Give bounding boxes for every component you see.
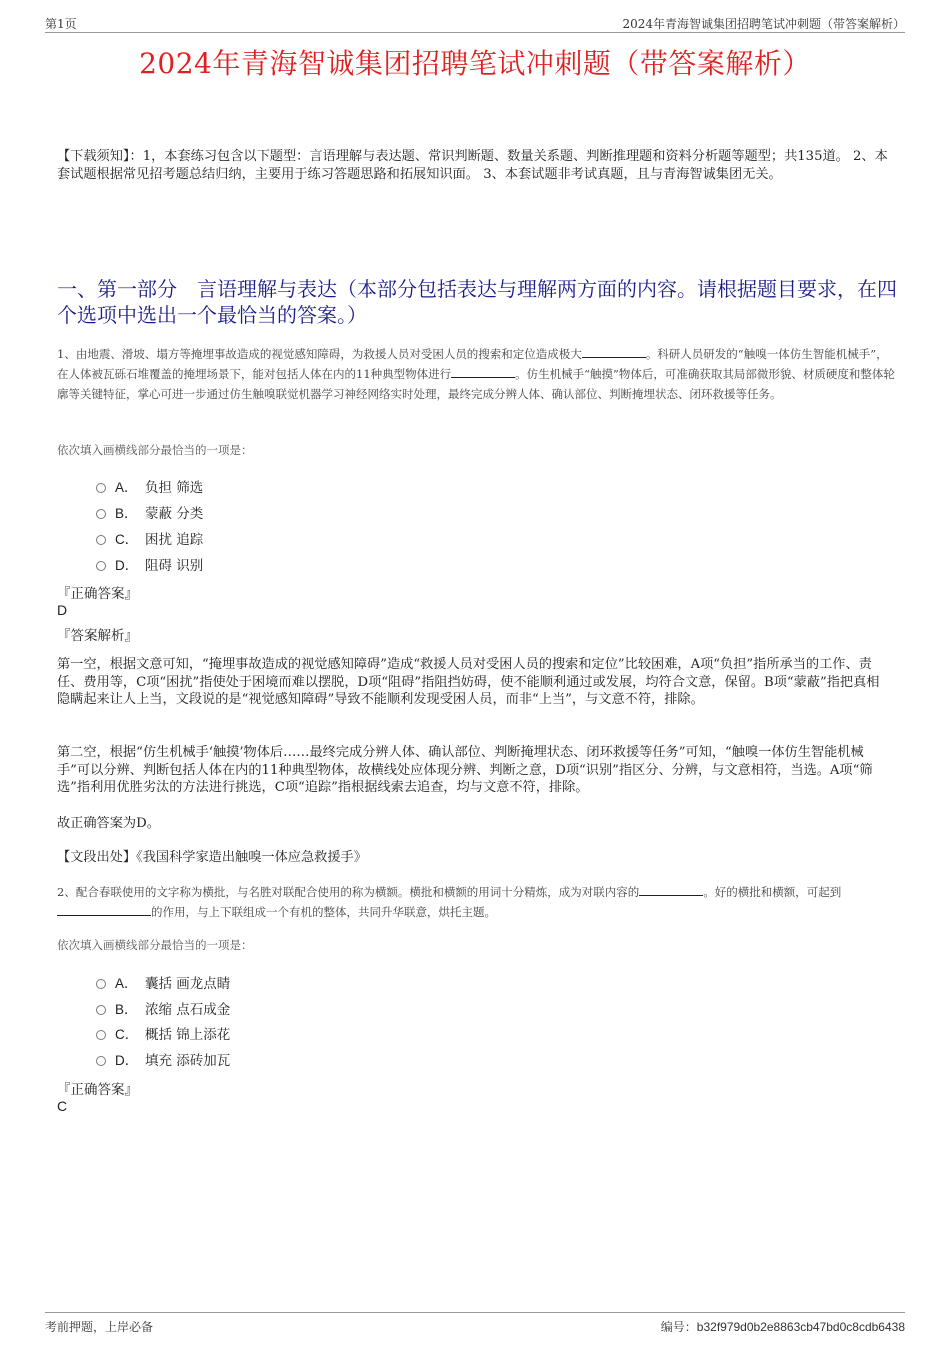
radio-icon[interactable] xyxy=(96,509,106,519)
page-footer xyxy=(45,1312,905,1337)
question-1-prompt: 依次填入画横线部分最恰当的一项是： xyxy=(57,443,253,457)
question-2-option-a[interactable]: A． 囊括 画龙点睛 xyxy=(96,972,230,992)
fill-blank xyxy=(451,365,515,378)
question-1-analysis-label: 『答案解析』 xyxy=(57,628,138,644)
question-2-option-d[interactable]: D． 填充 添砖加瓦 xyxy=(96,1049,230,1069)
download-notice: 【下载须知】：1，本套练习包含以下题型：言语理解与表达题、常识判断题、数量关系题、判断推理题和资料分析题等题型；共135道。 2、本套试题根据常见招考题总结归纳，主要用于练习答题思路和拓展知识面。 3、本套试题非考试真题，且与青海智诚集团无关。 xyxy=(57,149,888,182)
question-1-answer-label: 『正确答案』 xyxy=(57,586,138,602)
question-1-option-d[interactable]: D． 阻碍 识别 xyxy=(96,554,203,574)
question-2-option-c[interactable]: C． 概括 锦上添花 xyxy=(96,1023,230,1043)
question-2-answer: C xyxy=(57,1098,68,1114)
question-1-stem: 1、由地震、滑坡、塌方等掩埋事故造成的视觉感知障碍，为救援人员对受困人员的搜索和定位造成极大 。科研人员研发的“触嗅一体仿生智能机械手”，在人体被瓦砾石堆覆盖的掩埋场景下，能对包括人体在内的11种典型物体进行 。仿生机械手“触摸”物体后，可准确获取其局部微形貌、材质硬度和整体轮廓等关键特征，掌心可进一步通过仿生触嗅联觉机器学习神经网络实时处理，最终完成分辨人体、确认部位、判断掩埋状态、闭环救援等任务。 xyxy=(57,347,895,401)
footer-slogan: 考前押题，上岸必备 xyxy=(45,1320,154,1334)
page-title: 2024年青海智诚集团招聘笔试冲刺题（带答案解析） xyxy=(139,47,811,80)
radio-icon[interactable] xyxy=(96,979,106,989)
question-1-source: 【文段出处】《我国科学家造出触嗅一体应急救援手》 xyxy=(57,850,367,865)
footer-serial: 编号：b32f979d0b2e8863cb47bd0c8cdb6438 xyxy=(660,1320,905,1334)
header-doc-title: 2024年青海智诚集团招聘笔试冲刺题（带答案解析） xyxy=(622,17,905,31)
radio-icon[interactable] xyxy=(96,1030,106,1040)
question-2-prompt: 依次填入画横线部分最恰当的一项是： xyxy=(57,938,253,952)
question-2-stem: 2、配合春联使用的文字称为横批，与名胜对联配合使用的称为横额。横批和横额的用词十分精炼，成为对联内容的 。好的横批和横额，可起到的作用，与上下联组成一个有机的整体，共同升华联意，烘托主题。 xyxy=(57,885,842,919)
page-header xyxy=(45,12,905,33)
radio-icon[interactable] xyxy=(96,1005,106,1015)
question-1-analysis-p2: 第二空，根据“仿生机械手‘触摸’物体后……最终完成分辨人体、确认部位、判断掩埋状态、闭环救援等任务”可知，“触嗅一体仿生智能机械手”可以分辨、判断包括人体在内的11种典型物体，故横线处应体现分辨、判断之意，D项“识别”指区分、分辨，与文意相符，当选。A项“筛选”指利用优胜劣汰的方法进行挑选，C项“追踪”指根据线索去追查，均与文意不符，排除。 xyxy=(57,745,873,795)
radio-icon[interactable] xyxy=(96,535,106,545)
section-title: 一、第一部分 言语理解与表达（本部分包括表达与理解两方面的内容。请根据题目要求，在四个选项中选出一个最恰当的答案。） xyxy=(57,277,897,327)
question-1-analysis-conclusion: 故正确答案为D。 xyxy=(57,816,160,831)
fill-blank xyxy=(582,345,646,358)
fill-blank xyxy=(57,903,151,916)
page-number: 第1页 xyxy=(45,17,77,31)
fill-blank xyxy=(639,883,703,896)
question-1-option-b[interactable]: B． 蒙蔽 分类 xyxy=(96,502,203,522)
radio-icon[interactable] xyxy=(96,483,106,493)
question-1-answer: D xyxy=(57,602,68,618)
question-1-analysis-p1: 第一空，根据文意可知，“掩埋事故造成的视觉感知障碍”造成“救援人员对受困人员的搜索和定位”比较困难，A项“负担”指所承当的工作、责任、费用等，C项“困扰”指使处于困境而难以摆脱，D项“阻碍”指阻挡妨碍，使不能顺利通过或发展，均符合文意，保留。B项“蒙蔽”指把真相隐瞒起来让人上当，文段说的是“视觉感知障碍”导致不能顺利发现受困人员，而非“上当”，与文意不符，排除。 xyxy=(57,657,880,707)
question-2-option-b[interactable]: B． 浓缩 点石成金 xyxy=(96,998,230,1018)
question-2-answer-label: 『正确答案』 xyxy=(57,1082,138,1098)
radio-icon[interactable] xyxy=(96,1056,106,1066)
radio-icon[interactable] xyxy=(96,561,106,571)
question-1-option-a[interactable]: A． 负担 筛选 xyxy=(96,476,203,496)
question-1-option-c[interactable]: C． 困扰 追踪 xyxy=(96,528,203,548)
